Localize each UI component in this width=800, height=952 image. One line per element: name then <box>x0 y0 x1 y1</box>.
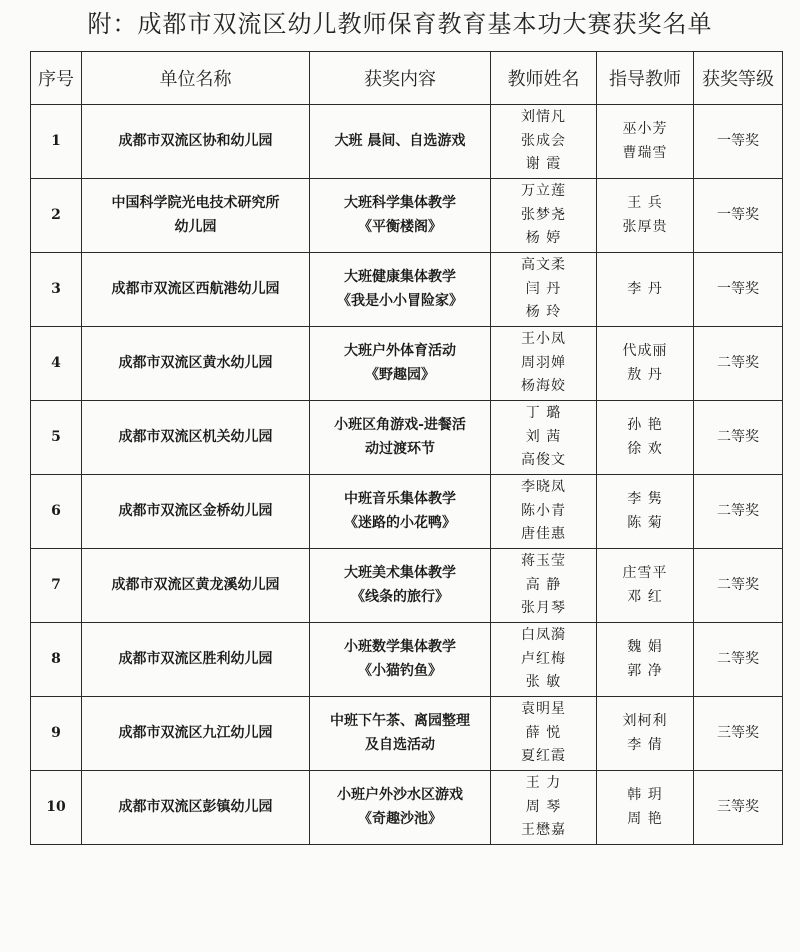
award-content-line: 大班健康集体教学 <box>344 268 456 285</box>
advisor-name: 李 丹 <box>627 280 663 297</box>
cell-unit <box>82 697 310 771</box>
cell-teachers <box>491 253 597 327</box>
teacher-name: 李晓凤 <box>521 478 566 495</box>
unit-name-line: 成都市双流区协和幼儿园 <box>118 132 273 149</box>
table-row <box>31 179 783 253</box>
teacher-name: 卢红梅 <box>521 650 566 667</box>
cell-unit <box>82 253 310 327</box>
cell-content <box>310 179 491 253</box>
award-content-line: 《线条的旅行》 <box>351 588 449 605</box>
cell-teachers <box>491 771 597 845</box>
teacher-name: 万立莲 <box>521 182 566 199</box>
cell-unit <box>82 475 310 549</box>
cell-advisors <box>597 179 694 253</box>
award-content-line: 大班美术集体教学 <box>344 564 456 581</box>
advisor-name: 代成丽 <box>622 342 668 359</box>
cell-content <box>310 327 491 401</box>
teacher-name: 刘情凡 <box>521 108 566 125</box>
cell-index: 3 <box>31 253 82 327</box>
table-row <box>31 771 783 845</box>
unit-name-line: 幼儿园 <box>174 218 217 235</box>
unit-name-line: 成都市双流区九江幼儿园 <box>118 724 273 741</box>
cell-unit <box>82 401 310 475</box>
cell-content <box>310 771 491 845</box>
advisor-name: 魏 娟 <box>627 638 663 655</box>
teacher-name: 刘 茜 <box>525 428 562 445</box>
header-content: 获奖内容 <box>310 52 491 105</box>
award-content-line: 大班户外体育活动 <box>344 342 456 359</box>
advisor-name: 李 隽 <box>627 490 663 507</box>
advisor-name: 孙 艳 <box>627 416 663 433</box>
award-content-line: 小班区角游戏-进餐活 <box>334 416 466 433</box>
cell-advisors <box>597 253 694 327</box>
cell-teachers <box>491 401 597 475</box>
cell-unit <box>82 179 310 253</box>
teacher-name: 杨 玲 <box>525 304 562 321</box>
award-content-line: 大班 晨间、自选游戏 <box>334 132 466 149</box>
advisor-name: 周 艳 <box>627 810 663 827</box>
advisor-name: 曹瑞雪 <box>622 144 668 161</box>
award-content-line: 《小猫钓鱼》 <box>358 662 442 679</box>
header-level: 获奖等级 <box>694 52 783 105</box>
cell-advisors <box>597 327 694 401</box>
teacher-name: 谢 霞 <box>525 156 562 173</box>
advisor-name: 郭 净 <box>627 662 663 679</box>
cell-index: 6 <box>31 475 82 549</box>
cell-index: 8 <box>31 623 82 697</box>
cell-index: 4 <box>31 327 82 401</box>
award-content-line: 小班数学集体教学 <box>344 638 456 655</box>
advisor-name: 张厚贵 <box>622 218 668 235</box>
table-header <box>31 52 783 105</box>
award-content-line: 中班音乐集体教学 <box>344 490 456 507</box>
teacher-name: 张梦尧 <box>521 206 566 223</box>
unit-name-line: 成都市双流区黄水幼儿园 <box>118 354 273 371</box>
header-index: 序号 <box>31 52 82 105</box>
teacher-name: 杨 婷 <box>525 230 562 247</box>
table-row <box>31 697 783 771</box>
unit-name-line: 成都市双流区机关幼儿园 <box>118 428 273 445</box>
header-row <box>31 52 783 105</box>
cell-level: 二等奖 <box>694 401 783 475</box>
unit-name-line: 成都市双流区黄龙溪幼儿园 <box>111 576 280 593</box>
cell-index: 9 <box>31 697 82 771</box>
cell-index: 2 <box>31 179 82 253</box>
cell-advisors <box>597 475 694 549</box>
award-content-line: 《我是小小冒险家》 <box>337 292 463 309</box>
teacher-name: 王小凤 <box>521 330 566 347</box>
table-body <box>31 105 783 845</box>
cell-teachers <box>491 179 597 253</box>
cell-level: 二等奖 <box>694 327 783 401</box>
cell-unit <box>82 105 310 179</box>
award-content-line: 《迷路的小花鸭》 <box>344 514 456 531</box>
cell-teachers <box>491 549 597 623</box>
award-content-line: 动过渡环节 <box>365 440 435 457</box>
header-advisors: 指导教师 <box>597 52 694 105</box>
cell-advisors <box>597 105 694 179</box>
teacher-name: 闫 丹 <box>525 280 562 297</box>
teacher-name: 唐佳惠 <box>521 526 566 543</box>
cell-teachers <box>491 697 597 771</box>
cell-advisors <box>597 697 694 771</box>
cell-index: 7 <box>31 549 82 623</box>
cell-content <box>310 253 491 327</box>
advisor-name: 巫小芳 <box>622 120 668 137</box>
cell-advisors <box>597 401 694 475</box>
award-content-line: 《奇趣沙池》 <box>358 810 442 827</box>
header-unit: 单位名称 <box>82 52 310 105</box>
teacher-name: 陈小青 <box>521 502 566 519</box>
teacher-name: 周 琴 <box>525 798 562 815</box>
award-content-line: 中班下午茶、离园整理 <box>330 712 470 729</box>
table-row <box>31 401 783 475</box>
advisor-name: 徐 欢 <box>627 440 663 457</box>
cell-level: 二等奖 <box>694 623 783 697</box>
advisor-name: 邓 红 <box>627 588 663 605</box>
teacher-name: 白凤漪 <box>521 626 566 643</box>
awards-table <box>30 51 783 845</box>
unit-name-line: 中国科学院光电技术研究所 <box>111 194 280 211</box>
teacher-name: 王懋嘉 <box>521 822 566 839</box>
cell-unit <box>82 327 310 401</box>
advisor-name: 王 兵 <box>627 194 663 211</box>
unit-name-line: 成都市双流区西航港幼儿园 <box>111 280 280 297</box>
cell-content <box>310 475 491 549</box>
unit-name-line: 成都市双流区彭镇幼儿园 <box>118 798 273 815</box>
cell-content <box>310 401 491 475</box>
teacher-name: 薛 悦 <box>525 724 562 741</box>
cell-content <box>310 623 491 697</box>
cell-advisors <box>597 623 694 697</box>
cell-level: 三等奖 <box>694 771 783 845</box>
page-title: 附：成都市双流区幼儿教师保育教育基本功大赛获奖名单 <box>87 10 713 38</box>
teacher-name: 张月琴 <box>521 600 566 617</box>
table-row <box>31 253 783 327</box>
advisor-name: 李 倩 <box>627 736 663 753</box>
teacher-name: 丁 璐 <box>525 404 562 421</box>
cell-index: 1 <box>31 105 82 179</box>
advisor-name: 庄雪平 <box>622 564 668 581</box>
cell-advisors <box>597 549 694 623</box>
cell-teachers <box>491 105 597 179</box>
teacher-name: 蒋玉莹 <box>521 552 566 569</box>
cell-level: 二等奖 <box>694 549 783 623</box>
unit-name-line: 成都市双流区胜利幼儿园 <box>118 650 273 667</box>
cell-level: 一等奖 <box>694 253 783 327</box>
table-row <box>31 327 783 401</box>
cell-unit <box>82 623 310 697</box>
award-content-line: 及自选活动 <box>365 736 435 753</box>
teacher-name: 高 静 <box>525 576 562 593</box>
teacher-name: 夏红霞 <box>521 748 566 765</box>
teacher-name: 张 敏 <box>525 674 562 691</box>
teacher-name: 杨海姣 <box>521 378 566 395</box>
teacher-name: 张成会 <box>521 132 566 149</box>
cell-unit <box>82 549 310 623</box>
teacher-name: 高文柔 <box>521 256 566 273</box>
cell-content <box>310 549 491 623</box>
teacher-name: 袁明星 <box>521 700 566 717</box>
cell-teachers <box>491 327 597 401</box>
teacher-name: 王 力 <box>525 774 562 791</box>
cell-index: 10 <box>31 771 82 845</box>
award-content-line: 小班户外沙水区游戏 <box>337 786 463 803</box>
teacher-name: 周羽婵 <box>521 354 566 371</box>
advisor-name: 陈 菊 <box>627 514 663 531</box>
award-content-line: 《野趣园》 <box>365 366 435 383</box>
cell-teachers <box>491 623 597 697</box>
teacher-name: 高俊文 <box>521 452 566 469</box>
unit-name-line: 成都市双流区金桥幼儿园 <box>118 502 273 519</box>
cell-advisors <box>597 771 694 845</box>
cell-content <box>310 697 491 771</box>
advisor-name: 韩 玥 <box>627 786 663 803</box>
advisor-name: 刘柯利 <box>622 712 668 729</box>
table-row <box>31 475 783 549</box>
cell-level: 一等奖 <box>694 105 783 179</box>
cell-unit <box>82 771 310 845</box>
advisor-name: 敖 丹 <box>627 366 663 383</box>
cell-index: 5 <box>31 401 82 475</box>
cell-level: 二等奖 <box>694 475 783 549</box>
award-content-line: 《平衡楼阁》 <box>358 218 442 235</box>
award-content-line: 大班科学集体教学 <box>344 194 456 211</box>
table-row <box>31 105 783 179</box>
cell-level: 一等奖 <box>694 179 783 253</box>
cell-content <box>310 105 491 179</box>
table-row <box>31 623 783 697</box>
header-teachers: 教师姓名 <box>491 52 597 105</box>
table-row <box>31 549 783 623</box>
cell-level: 三等奖 <box>694 697 783 771</box>
cell-teachers <box>491 475 597 549</box>
